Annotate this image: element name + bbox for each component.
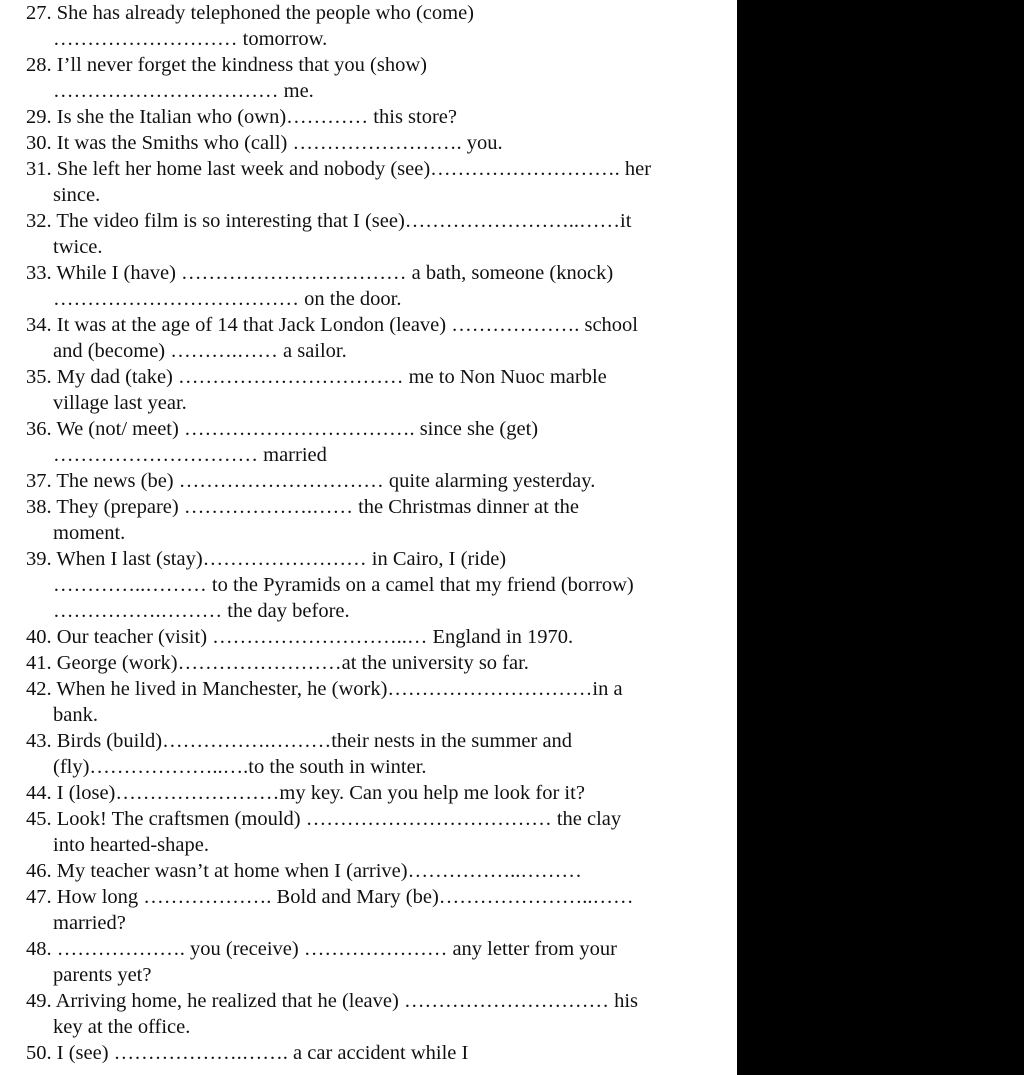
- exercise-line-continuation: and (become) ……….…… a sailor.: [53, 340, 347, 362]
- exercise-item: 36. We (not/ meet) ……………………………. since she (get): [26, 418, 539, 440]
- exercise-line-continuation: …………..……… to the Pyramids on a camel that my friend (borrow): [53, 574, 634, 596]
- exercise-line-continuation: key at the office.: [53, 1016, 191, 1038]
- exercise-item: 34. It was at the age of 14 that Jack London (leave) ………………. school: [26, 314, 638, 336]
- exercise-item: 35. My dad (take) …………………………… me to Non Nuoc marble: [26, 366, 607, 388]
- exercise-item: 39. When I last (stay)…………………… in Cairo, I (ride): [26, 548, 507, 570]
- exercise-line-continuation: ……………………… tomorrow.: [53, 28, 328, 50]
- exercise-line-continuation: married?: [53, 912, 126, 934]
- exercise-item: 38. They (prepare) ……………….…… the Christmas dinner at the: [26, 496, 579, 518]
- exercise-line-continuation: twice.: [53, 236, 103, 258]
- exercise-item: 27. She has already telephoned the people who (come): [26, 2, 474, 24]
- exercise-line-continuation: …………………………… me.: [53, 80, 314, 102]
- exercise-item: 45. Look! The craftsmen (mould) ……………………………… the clay: [26, 808, 622, 830]
- exercise-item: 28. I’ll never forget the kindness that you (show): [26, 54, 427, 76]
- exercise-line-continuation: village last year.: [53, 392, 187, 414]
- exercise-line-continuation: ……………………………… on the door.: [53, 288, 402, 310]
- exercise-item: 46. My teacher wasn’t at home when I (arrive)……………..………: [26, 860, 582, 882]
- exercise-line-continuation: parents yet?: [53, 964, 152, 986]
- exercise-item: 31. She left her home last week and nobody (see)………………………. her: [26, 158, 652, 180]
- exercise-line-continuation: since.: [53, 184, 101, 206]
- exercise-item: 29. Is she the Italian who (own)………… this store?: [26, 106, 457, 128]
- exercise-line-continuation: (fly)………………..….to the south in winter.: [53, 756, 427, 778]
- exercise-item: 33. While I (have) …………………………… a bath, someone (knock): [26, 262, 614, 284]
- exercise-item: 48. ………………. you (receive) ………………… any letter from your: [26, 938, 617, 960]
- exercise-item: 30. It was the Smiths who (call) ……………………. you.: [26, 132, 503, 154]
- exercise-list: [26, 0, 726, 1066]
- exercise-line-continuation: …………….……… the day before.: [53, 600, 350, 622]
- exercise-item: 37. The news (be) ………………………… quite alarming yesterday.: [26, 470, 596, 492]
- exercise-item: 40. Our teacher (visit) ………………………..… England in 1970.: [26, 626, 574, 648]
- exercise-line-continuation: moment.: [53, 522, 126, 544]
- exercise-item: 42. When he lived in Manchester, he (work)…………………………in a: [26, 678, 623, 700]
- exercise-line-continuation: ………………………… married: [53, 444, 327, 466]
- exercise-item: 43. Birds (build)…………….………their nests in the summer and: [26, 730, 573, 752]
- exercise-item: 44. I (lose)……………………my key. Can you help me look for it?: [26, 782, 585, 804]
- exercise-line-continuation: into hearted-shape.: [53, 834, 209, 856]
- exercise-item: 50. I (see) ……………….……. a car accident while I: [26, 1042, 469, 1064]
- exercise-line-continuation: bank.: [53, 704, 98, 726]
- exercise-item: 49. Arriving home, he realized that he (leave) ………………………… his: [26, 990, 639, 1012]
- exercise-item: 32. The video film is so interesting that I (see)……………………..……it: [26, 210, 632, 232]
- exercise-item: 47. How long ………………. Bold and Mary (be)…………………..……: [26, 886, 634, 908]
- exercise-item: 41. George (work)……………………at the university so far.: [26, 652, 529, 674]
